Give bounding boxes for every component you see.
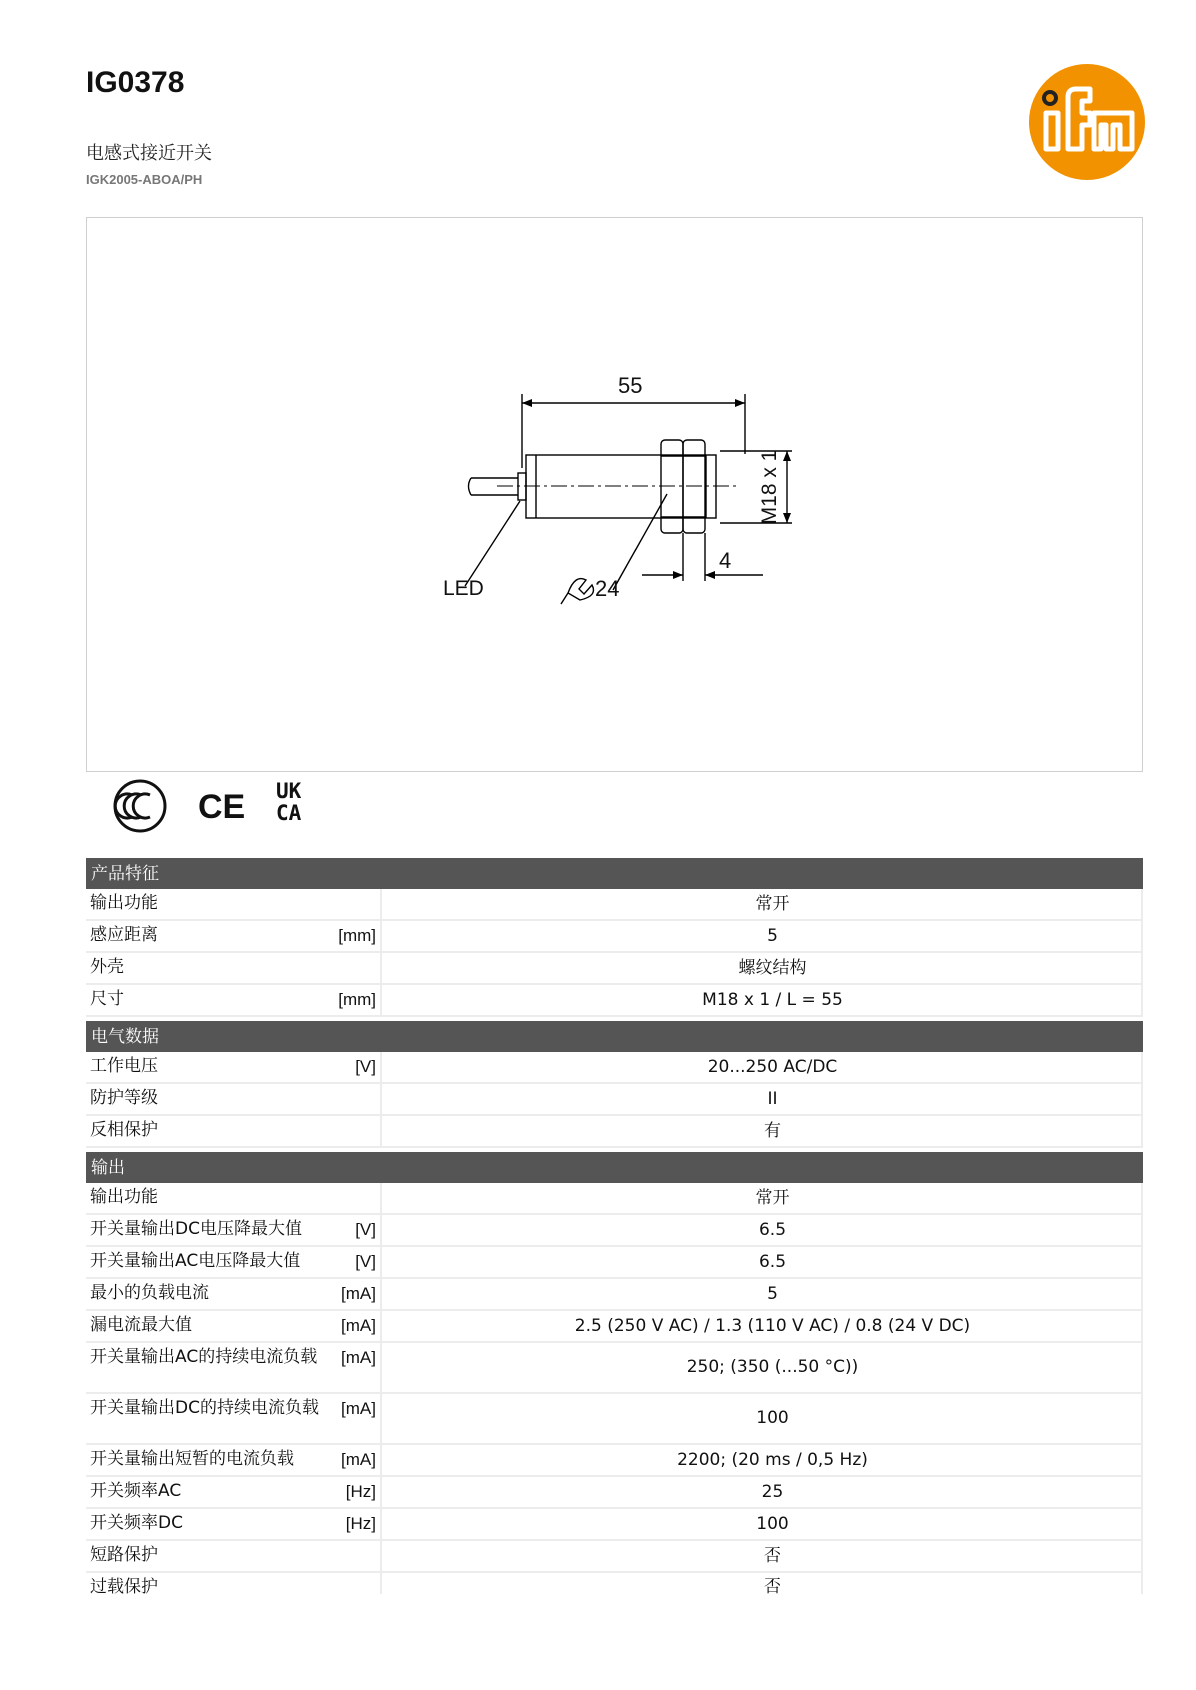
spec-label: 尺寸 [90,989,124,1009]
spec-value: 有 [404,1116,1143,1146]
dim-nut-label: 4 [719,548,732,573]
spec-value: 100 [404,1394,1143,1443]
spec-label: 感应距离 [90,925,158,945]
spec-row [86,1215,1143,1247]
section-header: 产品特征 [86,858,1143,889]
spec-value: 20...250 AC/DC [404,1052,1143,1082]
spec-row [86,1247,1143,1279]
spec-unit: [V] [355,1220,376,1239]
article-number: IGK2005-ABOA/PH [86,172,203,187]
spec-row [86,1084,1143,1116]
spec-label: 防护等级 [90,1088,158,1108]
spec-label: 开关量输出AC的持续电流负载 [90,1347,318,1367]
spec-value: 螺纹结构 [404,953,1143,983]
section-header: 输出 [86,1152,1143,1183]
dimension-drawing [86,217,1143,772]
spec-value: II [404,1084,1143,1114]
spec-label: 开关频率DC [90,1513,183,1533]
spec-unit: [Hz] [345,1514,376,1533]
spec-row [86,1311,1143,1343]
ccc-mark [115,781,165,831]
spec-row [86,953,1143,985]
spec-unit: [mA] [341,1450,376,1469]
spec-row [86,889,1143,921]
spec-value: 否 [404,1541,1143,1571]
spec-label: 漏电流最大值 [90,1315,192,1335]
spec-label: 输出功能 [90,893,158,913]
spec-unit: [V] [355,1057,376,1076]
spec-value: 25 [404,1477,1143,1507]
spec-value: 2200; (20 ms / 0,5 Hz) [404,1445,1143,1475]
spec-row [86,1573,1143,1594]
spec-row [86,1183,1143,1215]
spec-label: 工作电压 [90,1056,158,1076]
spec-label: 外壳 [90,957,124,977]
spec-value: 5 [404,921,1143,951]
spec-sheet [86,858,1143,1594]
spec-unit: [Hz] [345,1482,376,1501]
spec-unit: [mA] [341,1316,376,1335]
spec-value: 6.5 [404,1215,1143,1245]
spec-label: 开关量输出DC的持续电流负载 [90,1398,319,1418]
spec-unit: [mm] [338,926,376,945]
spec-row [86,985,1143,1017]
spec-value: 250; (350 (...50 °C)) [404,1343,1143,1392]
spec-row [86,1343,1143,1394]
spec-label: 输出功能 [90,1187,158,1207]
spec-unit: [V] [355,1252,376,1271]
spec-unit: [mm] [338,990,376,1009]
product-subtitle: 电感式接近开关 [86,143,212,164]
spec-label: 反相保护 [90,1120,158,1140]
spec-row [86,1541,1143,1573]
spec-value: 2.5 (250 V AC) / 1.3 (110 V AC) / 0.8 (24 V DC) [404,1311,1143,1341]
spec-row [86,1116,1143,1148]
spec-unit: [mA] [341,1348,376,1367]
spec-row [86,921,1143,953]
spec-unit: [mA] [341,1284,376,1303]
spec-value: 100 [404,1509,1143,1539]
product-title: IG0378 [86,66,185,99]
cert-ukca: UK CA [276,779,302,825]
cert-ce: CE [198,788,246,826]
led-label: LED [443,577,484,600]
spec-value: 常开 [404,889,1143,919]
spec-value: M18 x 1 / L = 55 [404,985,1143,1015]
spec-value: 常开 [404,1183,1143,1213]
spec-value: 否 [404,1573,1143,1594]
spec-value: 5 [404,1279,1143,1309]
dim-thread-label: M18 x 1 [758,449,781,525]
spec-label: 开关频率AC [90,1481,182,1501]
spec-unit: [mA] [341,1399,376,1418]
spec-row [86,1445,1143,1477]
spec-label: 开关量输出短暂的电流负载 [90,1449,294,1469]
spec-row [86,1477,1143,1509]
spec-label: 最小的负载电流 [90,1283,209,1303]
ifm-logo [1028,63,1146,181]
spec-label: 开关量输出AC电压降最大值 [90,1251,301,1271]
dim-length-label: 55 [618,373,643,398]
spec-row [86,1394,1143,1445]
section-header: 电气数据 [86,1021,1143,1052]
spec-label: 短路保护 [90,1545,158,1565]
spec-row [86,1279,1143,1311]
spec-row [86,1052,1143,1084]
spec-row [86,1509,1143,1541]
spec-label: 开关量输出DC电压降最大值 [90,1219,302,1239]
certification-marks [112,778,342,834]
wrench-size-label: 24 [595,576,620,601]
spec-label: 过载保护 [90,1577,158,1594]
spec-value: 6.5 [404,1247,1143,1277]
